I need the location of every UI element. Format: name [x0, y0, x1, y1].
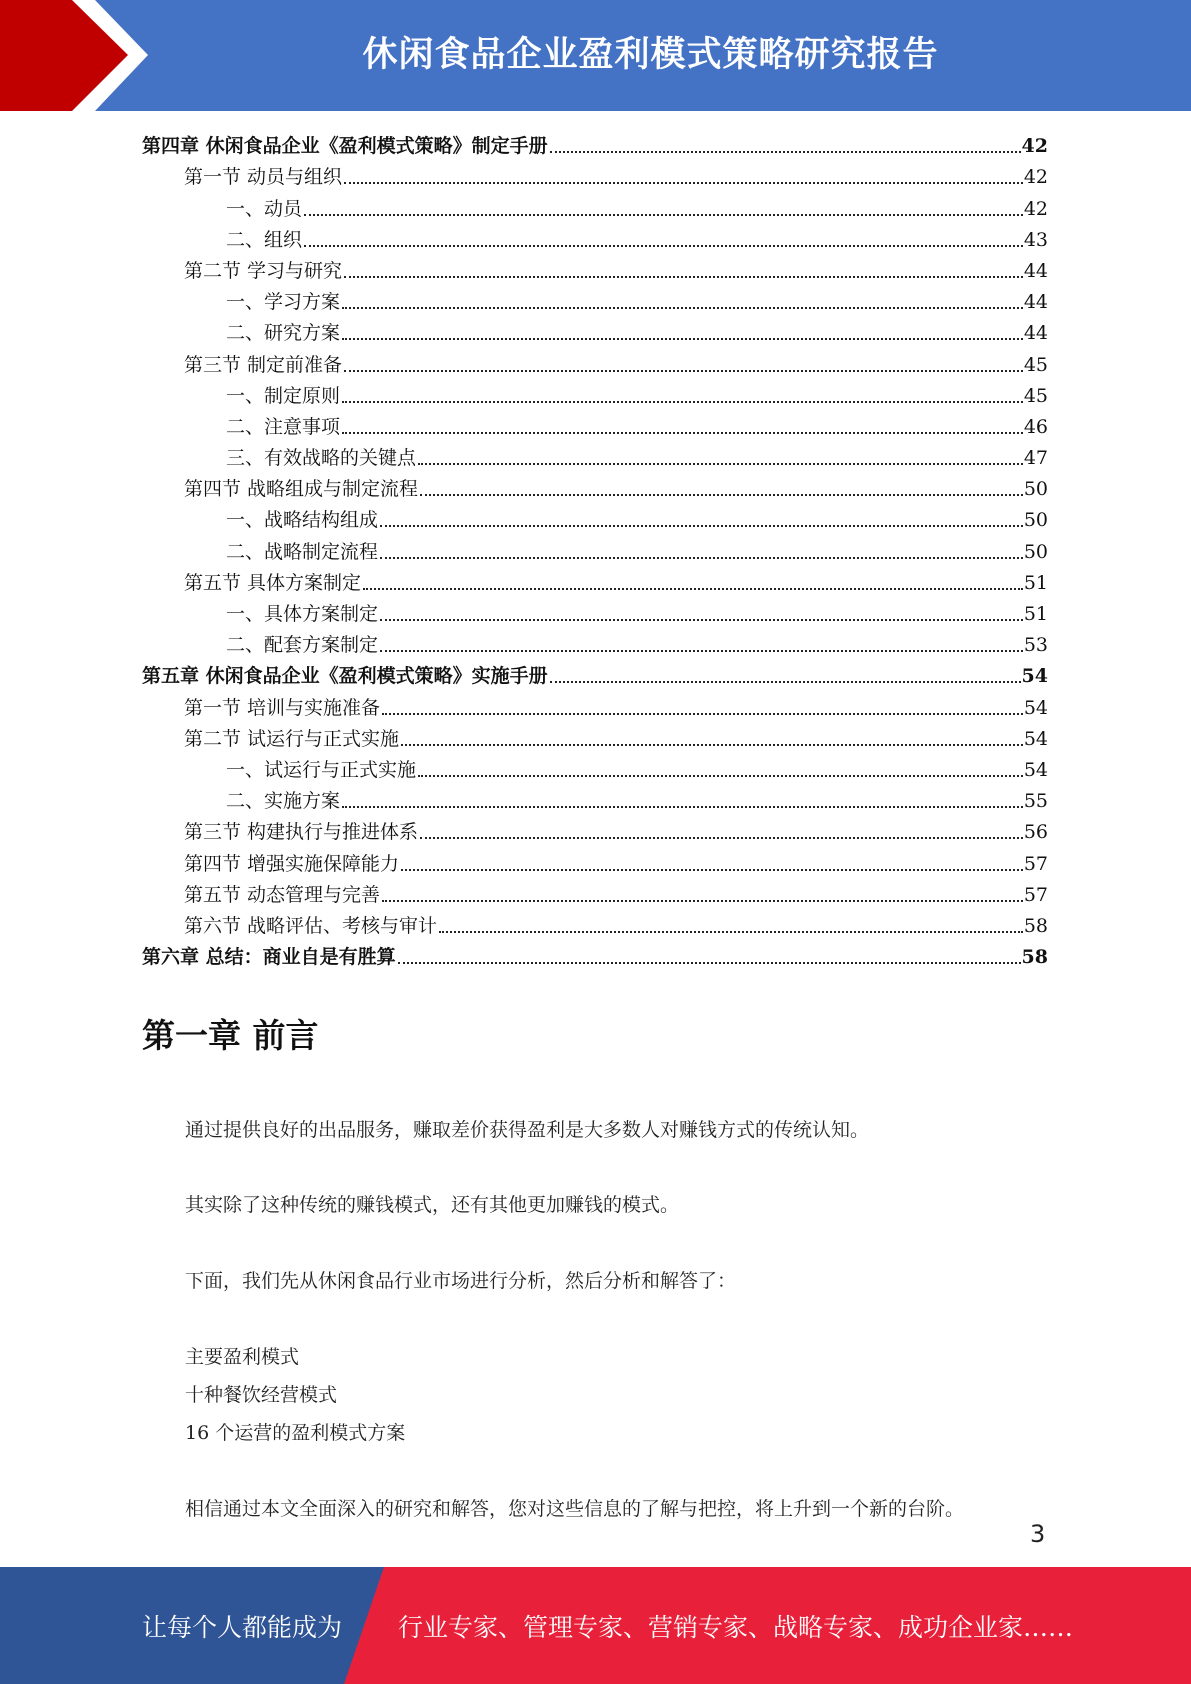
toc-leader-dots — [342, 805, 1023, 808]
toc-entry-page: 42 — [1023, 197, 1048, 220]
toc-leader-dots — [304, 244, 1023, 247]
toc-entry-page: 46 — [1023, 415, 1048, 438]
footer-slogan-right: 行业专家、管理专家、营销专家、战略专家、成功企业家…… — [398, 1612, 1074, 1642]
toc-entry[interactable] — [142, 283, 1048, 314]
toc-entry[interactable] — [142, 158, 1048, 189]
toc-entry-title: 三、有效战略的关键点 — [226, 447, 417, 470]
toc-entry-page: 42 — [1023, 166, 1048, 189]
toc-leader-dots — [420, 836, 1023, 839]
toc-leader-dots — [380, 556, 1023, 559]
page-number: 3 — [1030, 1520, 1046, 1548]
toc-entry[interactable] — [142, 345, 1048, 376]
toc-entry-page: 43 — [1023, 228, 1048, 251]
toc-leader-dots — [550, 150, 1021, 153]
toc-entry[interactable] — [142, 127, 1048, 158]
toc-leader-dots — [344, 275, 1023, 278]
toc-entry-title: 二、研究方案 — [226, 322, 341, 345]
toc-entry[interactable] — [142, 844, 1048, 875]
toc-entry-title: 一、制定原则 — [226, 384, 341, 407]
toc-entry-page: 47 — [1023, 447, 1048, 470]
toc-entry[interactable] — [142, 532, 1048, 563]
toc-entry-title: 第四节 战略组成与制定流程 — [184, 478, 419, 501]
toc-entry[interactable] — [142, 470, 1048, 501]
toc-entry-title: 二、实施方案 — [226, 790, 341, 813]
toc-entry-title: 第三节 构建执行与推进体系 — [184, 821, 419, 844]
toc-leader-dots — [550, 680, 1021, 683]
toc-entry-page: 57 — [1023, 883, 1048, 906]
list-item: 主要盈利模式 — [185, 1346, 300, 1368]
toc-leader-dots — [401, 868, 1023, 871]
toc-entry-title: 第四章 休闲食品企业《盈利模式策略》制定手册 — [142, 135, 548, 158]
toc-leader-dots — [344, 181, 1023, 184]
toc-leader-dots — [344, 369, 1023, 372]
paragraph: 相信通过本文全面深入的研究和解答，您对这些信息的了解与把控，将上升到一个新的台阶。 — [185, 1498, 965, 1520]
toc-entry-page: 44 — [1023, 322, 1048, 345]
header-band — [0, 0, 1191, 111]
toc-entry[interactable] — [142, 720, 1048, 751]
toc-entry[interactable] — [142, 782, 1048, 813]
paragraph: 通过提供良好的出品服务，赚取差价获得盈利是大多数人对赚钱方式的传统认知。 — [185, 1119, 870, 1141]
toc-entry[interactable] — [142, 595, 1048, 626]
toc-entry[interactable] — [142, 751, 1048, 782]
toc-entry[interactable] — [142, 938, 1048, 969]
toc-entry[interactable] — [142, 221, 1048, 252]
toc-entry[interactable] — [142, 907, 1048, 938]
toc-entry[interactable] — [142, 501, 1048, 532]
toc-entry[interactable] — [142, 626, 1048, 657]
toc-entry-title: 一、具体方案制定 — [226, 603, 379, 625]
toc-leader-dots — [420, 493, 1023, 496]
toc-entry-title: 二、注意事项 — [226, 415, 341, 438]
toc-entry-page: 54 — [1023, 758, 1048, 781]
toc-entry[interactable] — [142, 564, 1048, 595]
toc-entry-page: 54 — [1021, 665, 1048, 688]
toc-entry-title: 第五节 动态管理与完善 — [184, 883, 381, 906]
chapter-heading: 第一章 前言 — [142, 1016, 319, 1055]
report-title: 休闲食品企业盈利模式策略研究报告 — [362, 35, 939, 75]
toc-entry-title: 第五章 休闲食品企业《盈利模式策略》实施手册 — [142, 665, 548, 688]
toc-entry-title: 二、战略制定流程 — [226, 540, 379, 563]
toc-entry-page: 53 — [1023, 634, 1048, 657]
toc-leader-dots — [398, 961, 1021, 964]
toc-entry-title: 一、学习方案 — [226, 291, 341, 314]
toc-entry-title: 第五节 具体方案制定 — [184, 571, 362, 594]
toc-leader-dots — [342, 337, 1023, 340]
toc-entry-title: 第三节 制定前准备 — [184, 353, 343, 376]
footer-slogan-left: 让每个人都能成为 — [142, 1612, 343, 1642]
toc-entry-title: 一、战略结构组成 — [226, 509, 379, 532]
toc-leader-dots — [342, 431, 1023, 434]
toc-entry-page: 58 — [1021, 946, 1048, 969]
toc-entry[interactable] — [142, 439, 1048, 470]
toc-entry-title: 第一节 培训与实施准备 — [184, 696, 381, 719]
chevron-arrow-icon — [0, 0, 150, 111]
list-item: 16 个运营的盈利模式方案 — [185, 1422, 406, 1444]
toc-entry-page: 58 — [1023, 914, 1048, 937]
toc-entry-page: 56 — [1023, 821, 1048, 844]
toc-leader-dots — [382, 899, 1023, 902]
toc-entry-page: 50 — [1023, 540, 1048, 563]
toc-leader-dots — [382, 712, 1023, 715]
toc-entry-page: 45 — [1023, 353, 1048, 376]
toc-entry[interactable] — [142, 876, 1048, 907]
toc-entry-title: 一、动员 — [226, 197, 303, 220]
toc-entry-page: 51 — [1023, 571, 1048, 594]
toc-leader-dots — [439, 930, 1023, 933]
toc-entry-title: 第四节 增强实施保障能力 — [184, 852, 400, 875]
toc-entry-title: 第二节 学习与研究 — [184, 259, 343, 282]
toc-entry-page: 57 — [1023, 852, 1048, 875]
toc-leader-dots — [380, 618, 1023, 621]
toc-entry[interactable] — [142, 377, 1048, 408]
toc-leader-dots — [418, 462, 1023, 465]
toc-leader-dots — [418, 774, 1023, 777]
toc-entry-title: 二、配套方案制定 — [226, 634, 379, 657]
toc-entry[interactable] — [142, 688, 1048, 719]
toc-leader-dots — [363, 587, 1023, 590]
toc-entry-page: 45 — [1023, 384, 1048, 407]
toc-leader-dots — [380, 649, 1023, 652]
toc-leader-dots — [342, 400, 1023, 403]
toc-entry-page: 54 — [1023, 727, 1048, 750]
toc-entry-page: 55 — [1023, 790, 1048, 813]
toc-entry[interactable] — [142, 189, 1048, 220]
toc-entry-title: 一、试运行与正式实施 — [226, 758, 417, 781]
toc-entry-title: 第六章 总结：商业自是有胜算 — [142, 946, 396, 969]
toc-leader-dots — [342, 306, 1023, 309]
toc-entry[interactable] — [142, 314, 1048, 345]
toc-entry-title: 二、组织 — [226, 228, 303, 251]
toc-entry-page: 44 — [1023, 259, 1048, 282]
toc-leader-dots — [304, 213, 1023, 216]
toc-entry[interactable] — [142, 408, 1048, 439]
toc-entry-page: 50 — [1023, 509, 1048, 532]
toc-entry-title: 第六节 战略评估、考核与审计 — [184, 914, 438, 937]
toc-entry[interactable] — [142, 252, 1048, 283]
toc-entry-page: 44 — [1023, 291, 1048, 314]
list-item: 十种餐饮经营模式 — [185, 1384, 338, 1406]
toc-leader-dots — [401, 743, 1023, 746]
toc-entry[interactable] — [142, 813, 1048, 844]
toc-entry-title: 第一节 动员与组织 — [184, 166, 343, 189]
paragraph: 其实除了这种传统的赚钱模式，还有其他更加赚钱的模式。 — [185, 1194, 680, 1216]
toc-entry-title: 第二节 试运行与正式实施 — [184, 727, 400, 750]
toc-entry-page: 42 — [1021, 135, 1048, 158]
toc-entry-page: 54 — [1023, 696, 1048, 719]
toc-entry-page: 50 — [1023, 478, 1048, 501]
toc-entry-page: 51 — [1023, 603, 1048, 625]
toc-entry[interactable] — [142, 657, 1048, 688]
table-of-contents — [142, 127, 1048, 969]
toc-leader-dots — [380, 524, 1023, 527]
paragraph: 下面，我们先从休闲食品行业市场进行分析，然后分析和解答了： — [185, 1270, 737, 1292]
footer-band — [0, 1567, 1191, 1684]
